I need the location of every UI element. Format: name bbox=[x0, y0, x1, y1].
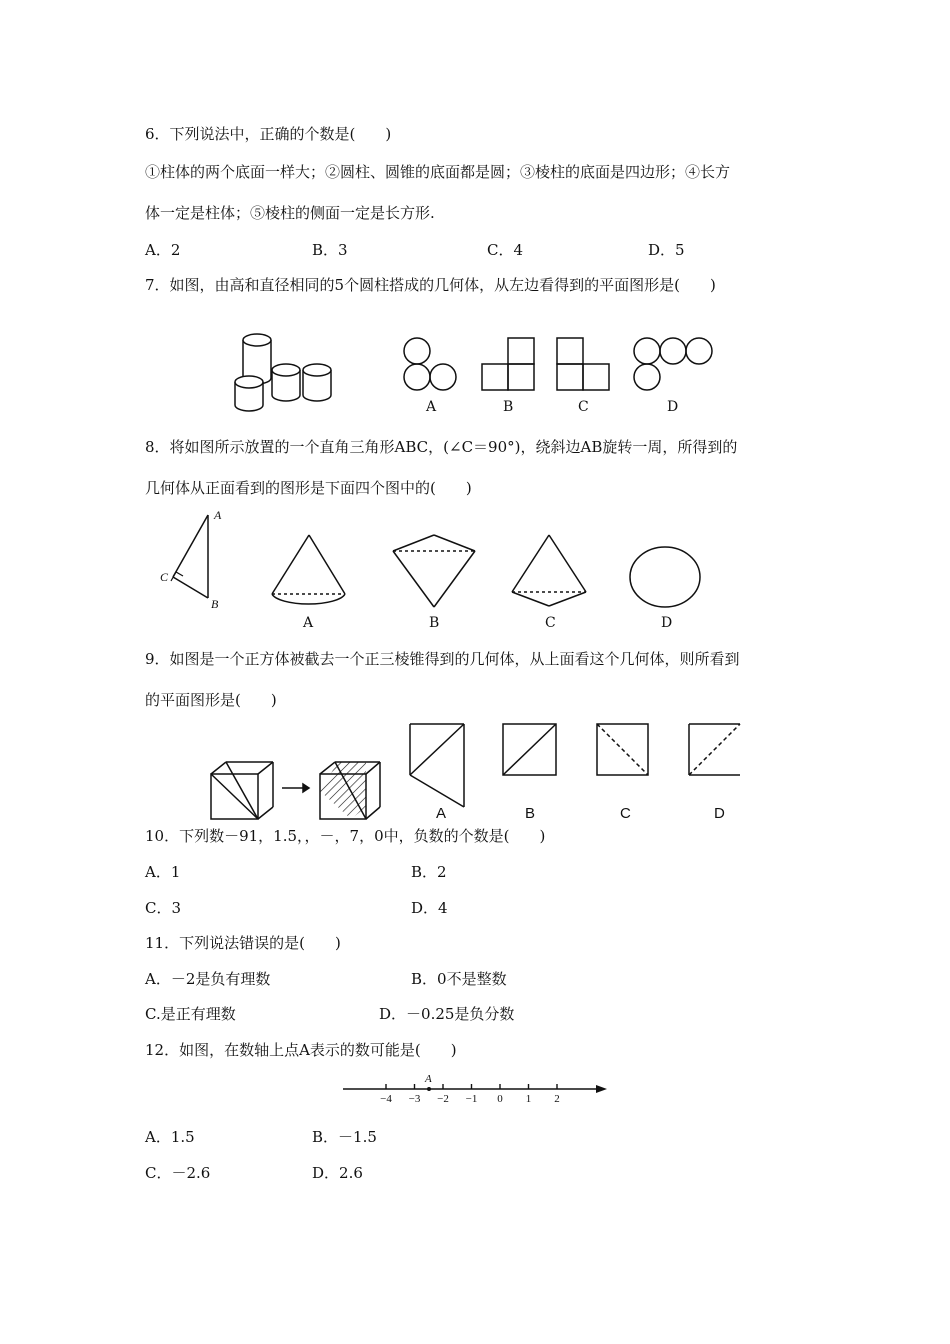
q12-option-d: D．2.6 bbox=[312, 1164, 363, 1182]
q8-label-c: C bbox=[545, 615, 556, 631]
q8-option-c-figure bbox=[512, 535, 586, 606]
q12-stem: 12．如图，在数轴上点A表示的数可能是( ) bbox=[145, 1041, 457, 1059]
number-line-tick-label: −1 bbox=[465, 1093, 478, 1105]
q12-option-c: C．－2.6 bbox=[145, 1164, 211, 1182]
q7-label-d: D bbox=[667, 399, 679, 415]
number-line-tick-label: 1 bbox=[525, 1093, 532, 1105]
arrow-icon bbox=[282, 784, 309, 792]
cube-figure bbox=[211, 762, 273, 819]
triangle-vertex-a: A bbox=[214, 508, 222, 522]
q9-label-c: C bbox=[620, 805, 631, 822]
q6-option-b: B．3 bbox=[312, 241, 348, 259]
q9-stem-line2: 的平面图形是( ) bbox=[145, 691, 277, 709]
arrow-icon bbox=[596, 1085, 607, 1093]
q8-option-b-figure bbox=[393, 535, 475, 607]
q6-body-line1: ①柱体的两个底面一样大；②圆柱、圆锥的底面都是圆；③棱柱的底面是四边形；④长方 bbox=[145, 163, 731, 181]
q11-option-d: D．－0.25是负分数 bbox=[379, 1005, 515, 1023]
number-line-ticks bbox=[386, 1084, 557, 1089]
q12-option-a: A．1.5 bbox=[145, 1128, 195, 1146]
q12-option-b: B．－1.5 bbox=[312, 1128, 377, 1146]
q8-stem-line1: 8．将如图所示放置的一个直角三角形ABC，(∠C＝90°)，绕斜边AB旋转一周，所得到的 bbox=[145, 438, 738, 456]
q6-option-c: C．4 bbox=[487, 241, 524, 259]
q10-option-c: C．3 bbox=[145, 899, 182, 917]
q7-option-c-figure bbox=[557, 338, 609, 390]
number-line-tick-label: −3 bbox=[408, 1093, 421, 1105]
q10-option-a: A．1 bbox=[145, 863, 181, 881]
number-line-tick-labels bbox=[380, 1093, 560, 1105]
q10-option-b: B．2 bbox=[411, 863, 447, 881]
q6-stem: 6．下列说法中，正确的个数是( ) bbox=[145, 125, 392, 143]
right-triangle-figure bbox=[171, 515, 208, 598]
q8-option-d-figure bbox=[630, 547, 700, 607]
q11-option-b: B．0不是整数 bbox=[411, 970, 507, 988]
q9-option-c-figure bbox=[597, 724, 648, 775]
q11-option-a: A．－2是负有理数 bbox=[145, 970, 271, 988]
q9-stem-line1: 9．如图是一个正方体被截去一个正三棱锥得到的几何体，从上面看这个几何体，则所看到 bbox=[145, 650, 740, 668]
q6-option-a: A．2 bbox=[145, 241, 181, 259]
q9-option-b-figure bbox=[503, 724, 556, 775]
q6-body-line2: 体一定是柱体；⑤棱柱的侧面一定是长方形. bbox=[145, 204, 435, 222]
q8-stem-line2: 几何体从正面看到的图形是下面四个图中的( ) bbox=[145, 479, 472, 497]
q9-option-d-figure bbox=[689, 724, 740, 775]
number-line-tick-label: −4 bbox=[380, 1093, 392, 1105]
q7-option-b-figure bbox=[482, 338, 534, 390]
q8-figures bbox=[150, 505, 720, 630]
q7-option-a-figure bbox=[404, 338, 456, 390]
q11-option-c: C.是正有理数 bbox=[145, 1005, 236, 1023]
q8-option-a-figure bbox=[272, 535, 345, 604]
q8-label-b: B bbox=[429, 615, 440, 631]
triangle-vertex-b: B bbox=[211, 597, 219, 611]
q7-option-d-figure bbox=[634, 338, 712, 390]
q9-option-a-figure bbox=[410, 724, 464, 807]
q9-label-b: B bbox=[525, 805, 536, 822]
q7-label-b: B bbox=[503, 399, 514, 415]
number-line-tick-label: 0 bbox=[497, 1093, 503, 1105]
q10-option-d: D．4 bbox=[411, 899, 448, 917]
number-line-tick-label: −2 bbox=[437, 1093, 449, 1105]
q7-label-a: A bbox=[426, 399, 437, 415]
point-a-label: A bbox=[425, 1073, 432, 1085]
q6-option-d: D．5 bbox=[648, 241, 685, 259]
number-line-figure bbox=[335, 1070, 615, 1110]
q9-label-d: D bbox=[714, 805, 725, 822]
q8-label-a: A bbox=[303, 615, 314, 631]
number-line-tick-label: 2 bbox=[554, 1093, 560, 1105]
q9-label-a: A bbox=[436, 805, 447, 822]
point-a-marker bbox=[427, 1087, 431, 1091]
q7-label-c: C bbox=[578, 399, 589, 415]
truncated-cube-figure bbox=[320, 762, 380, 819]
triangle-vertex-c: C bbox=[160, 570, 169, 584]
q7-figures bbox=[225, 325, 725, 420]
q7-stem: 7．如图，由高和直径相同的5个圆柱搭成的几何体，从左边看得到的平面图形是( ) bbox=[145, 276, 716, 294]
q8-label-d: D bbox=[661, 615, 673, 631]
q10-stem: 10．下列数－91，1.5，，－，7，0中，负数的个数是( ) bbox=[145, 827, 546, 845]
q9-figures bbox=[205, 715, 745, 825]
q11-stem: 11．下列说法错误的是( ) bbox=[145, 934, 341, 952]
